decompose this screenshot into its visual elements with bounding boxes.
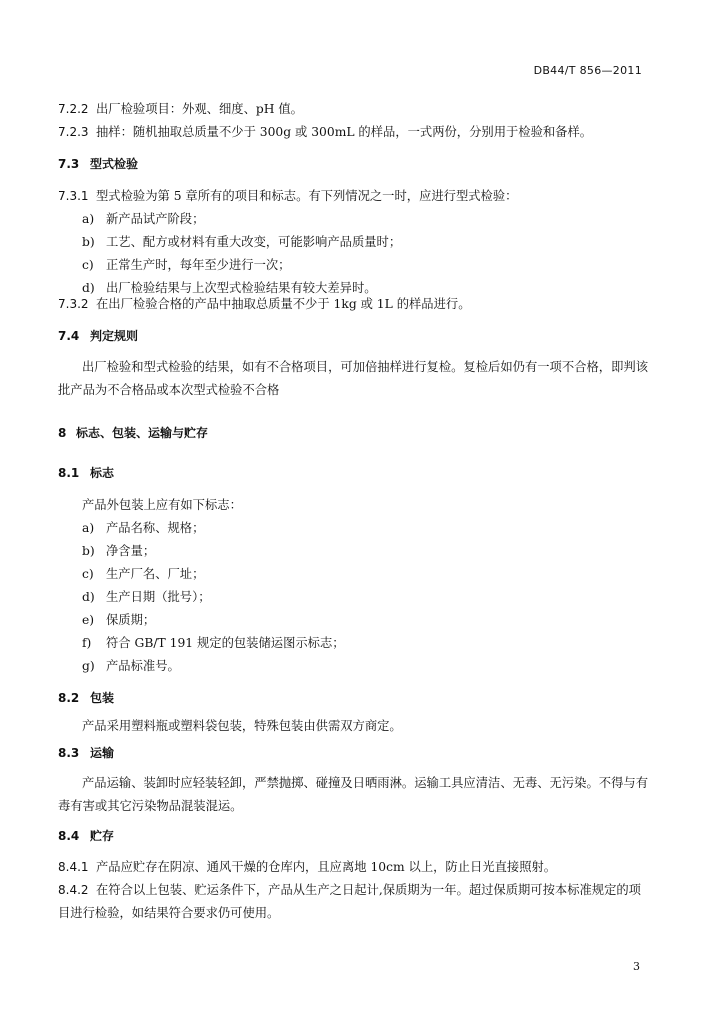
section-number: 7.4 xyxy=(58,329,80,343)
list-item: b) 净含量； xyxy=(82,544,156,558)
list-item: b) 工艺、配方或材料有重大改变，可能影响产品质量时； xyxy=(82,235,402,249)
section-title: 贮存 xyxy=(90,829,115,843)
paragraph-intro: 产品外包装上应有如下标志： xyxy=(82,498,242,512)
clause-number: 8.4.2 xyxy=(58,883,89,897)
document-code: DB44/T 856—2011 xyxy=(533,64,642,77)
list-item: g) 产品标准号。 xyxy=(82,659,180,673)
clause-text: 在符合以上包装、贮运条件下，产品从生产之日起计,保质期为一年。超过保质期可按本标准规定的项目进行检验，如结果符合要求仍可使用。 xyxy=(58,883,641,920)
section-number: 8.3 xyxy=(58,746,80,760)
chapter-number: 8 xyxy=(58,426,67,440)
clause-number: 7.2.2 xyxy=(58,102,89,116)
list-item: d) 生产日期（批号）； xyxy=(82,590,211,604)
clause-text: 产品应贮存在阴凉、通风干燥的仓库内，且应离地 10cm 以上，防止日光直接照射。 xyxy=(96,860,557,874)
section-title: 型式检验 xyxy=(90,157,139,171)
clause-number: 7.3.1 xyxy=(58,189,89,203)
list-item: c) 生产厂名、厂址； xyxy=(82,567,205,581)
clause-text: 出厂检验项目：外观、细度、pH 值。 xyxy=(96,102,303,116)
page-number: 3 xyxy=(633,960,640,973)
section-number: 7.3 xyxy=(58,157,80,171)
clause-text: 型式检验为第 5 章所有的项目和标志。有下列情况之一时，应进行型式检验： xyxy=(96,189,518,203)
list-item: d) 出厂检验结果与上次型式检验结果有较大差异时。 xyxy=(82,281,377,295)
list-item: e) 保质期； xyxy=(82,613,156,627)
section-title: 包装 xyxy=(90,691,115,705)
section-title: 运输 xyxy=(90,746,115,760)
paragraph: 产品采用塑料瓶或塑料袋包装，特殊包装由供需双方商定。 xyxy=(82,719,402,733)
list-item: f) 符合 GB/T 191 规定的包装储运图示标志； xyxy=(82,636,345,650)
clause-text: 在出厂检验合格的产品中抽取总质量不少于 1kg 或 1L 的样品进行。 xyxy=(96,297,471,311)
section-number: 8.1 xyxy=(58,466,80,480)
clause-number: 7.2.3 xyxy=(58,125,89,139)
section-number: 8.2 xyxy=(58,691,80,705)
section-number: 8.4 xyxy=(58,829,80,843)
list-item: a) 产品名称、规格； xyxy=(82,521,205,535)
paragraph: 产品运输、装卸时应轻装轻卸，严禁抛掷、碰撞及日晒雨淋。运输工具应清洁、无毒、无污染。不得与有毒有害或其它污染物品混装混运。 xyxy=(58,776,648,813)
section-title: 判定规则 xyxy=(90,329,139,343)
list-item: c) 正常生产时，每年至少进行一次； xyxy=(82,258,291,272)
clause-number: 7.3.2 xyxy=(58,297,89,311)
paragraph: 出厂检验和型式检验的结果，如有不合格项目，可加倍抽样进行复检。复检后如仍有一项不合格，即判该批产品为不合格品或本次型式检验不合格 xyxy=(58,360,648,397)
clause-number: 8.4.1 xyxy=(58,860,89,874)
chapter-title: 标志、包装、运输与贮存 xyxy=(76,426,209,440)
section-title: 标志 xyxy=(90,466,115,480)
clause-text: 抽样：随机抽取总质量不少于 300g 或 300mL 的样品，一式两份，分别用于检验和备样。 xyxy=(96,125,593,139)
list-item: a) 新产品试产阶段； xyxy=(82,212,205,226)
